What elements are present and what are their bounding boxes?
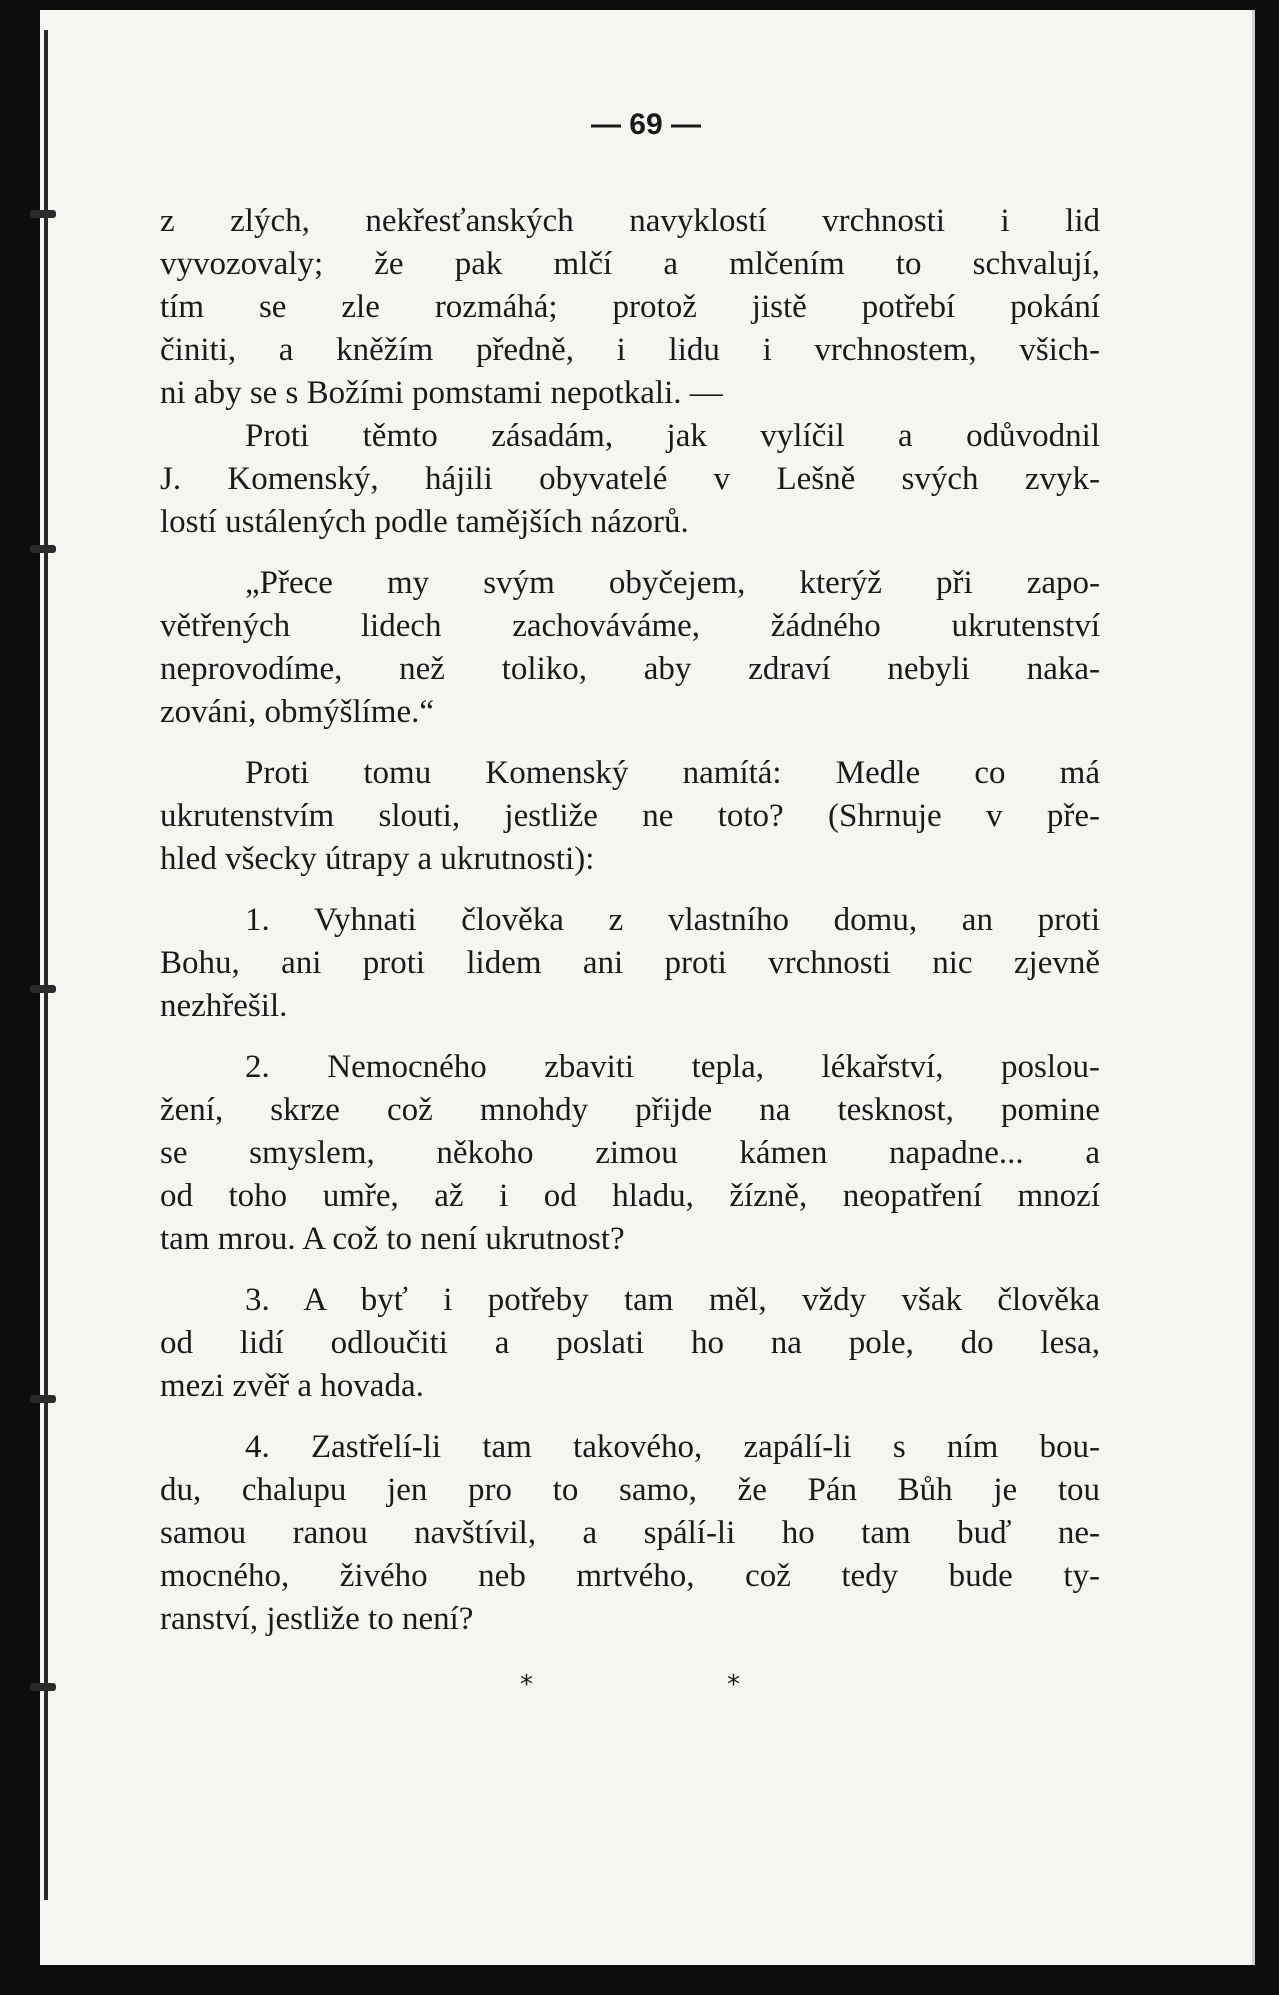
text-line: větřených lidech zachováváme, žádného ukrutenství bbox=[160, 608, 1100, 644]
asterisk-ornament: * bbox=[520, 1670, 533, 1700]
text-line: ni aby se s Božími pomstami nepotkali. — bbox=[160, 375, 723, 411]
text-line: samou ranou navštívil, a spálí-li ho tam buď ne- bbox=[160, 1515, 1100, 1551]
text-line: žení, skrze což mnohdy přijde na tesknost, pomine bbox=[160, 1092, 1100, 1128]
text-line: od lidí odloučiti a poslati ho na pole, do lesa, bbox=[160, 1325, 1100, 1361]
text-line: tam mrou. A což to není ukrutnost? bbox=[160, 1221, 625, 1257]
text-line: Proti tomu Komenský namítá: Medle co má bbox=[245, 755, 1100, 791]
text-line: se smyslem, někoho zimou kámen napadne... a bbox=[160, 1135, 1100, 1171]
paragraph bbox=[160, 1046, 1100, 1261]
text-line: 1. Vyhnati člověka z vlastního domu, an proti bbox=[245, 902, 1100, 938]
binding-mark bbox=[30, 1683, 56, 1691]
text-line: Bohu, ani proti lidem ani proti vrchnosti nic zjevně bbox=[160, 945, 1100, 981]
text-line: zováni, obmýšlíme.“ bbox=[160, 694, 435, 730]
text-line: hled všecky útrapy a ukrutnosti): bbox=[160, 841, 595, 877]
page-number: — 69 — bbox=[590, 108, 702, 141]
text-line: „Přece my svým obyčejem, kterýž při zapo- bbox=[245, 565, 1100, 601]
section-ornament bbox=[520, 1670, 740, 1700]
text-line: nezhřešil. bbox=[160, 988, 288, 1024]
text-line: z zlých, nekřesťanských navyklostí vrchnosti i lid bbox=[160, 203, 1100, 239]
text-line: J. Komenský, hájili obyvatelé v Lešně svých zvyk- bbox=[160, 461, 1100, 497]
binding-mark bbox=[30, 985, 56, 993]
text-line: Proti těmto zásadám, jak vylíčil a odůvodnil bbox=[245, 418, 1100, 454]
paragraph bbox=[160, 200, 1100, 415]
text-line: 2. Nemocného zbaviti tepla, lékařství, poslou- bbox=[245, 1049, 1100, 1085]
text-line: činiti, a kněžím předně, i lidu i vrchnostem, všich- bbox=[160, 332, 1100, 368]
paragraph bbox=[160, 562, 1100, 734]
text-line: vyvozovaly; že pak mlčí a mlčením to schvalují, bbox=[160, 246, 1100, 282]
binding-mark bbox=[30, 545, 56, 553]
body-text bbox=[160, 200, 1100, 1641]
text-line: tím se zle rozmáhá; protož jistě potřebí pokání bbox=[160, 289, 1100, 325]
binding-edge bbox=[44, 30, 48, 1900]
text-line: 3. A byť i potřeby tam měl, vždy však člověka bbox=[245, 1282, 1100, 1318]
asterisk-ornament: * bbox=[727, 1670, 740, 1700]
text-line: lostí ustálených podle tamějších názorů. bbox=[160, 504, 689, 540]
paragraph bbox=[160, 1426, 1100, 1641]
text-line: ukrutenstvím slouti, jestliže ne toto? (Shrnuje v pře- bbox=[160, 798, 1100, 834]
text-line: od toho umře, až i od hladu, žízně, neopatření mnozí bbox=[160, 1178, 1100, 1214]
paragraph bbox=[160, 415, 1100, 544]
text-line: mezi zvěř a hovada. bbox=[160, 1368, 424, 1404]
text-line: ranství, jestliže to není? bbox=[160, 1601, 474, 1637]
binding-mark bbox=[30, 210, 56, 218]
text-line: neprovodíme, než toliko, aby zdraví nebyli naka- bbox=[160, 651, 1100, 687]
paragraph bbox=[160, 899, 1100, 1028]
paragraph bbox=[160, 1279, 1100, 1408]
text-line: mocného, živého neb mrtvého, což tedy bude ty- bbox=[160, 1558, 1100, 1594]
text-line: 4. Zastřelí-li tam takového, zapálí-li s ním bou- bbox=[245, 1429, 1100, 1465]
text-line: du, chalupu jen pro to samo, že Pán Bůh je tou bbox=[160, 1472, 1100, 1508]
paragraph bbox=[160, 752, 1100, 881]
binding-mark bbox=[30, 1395, 56, 1403]
